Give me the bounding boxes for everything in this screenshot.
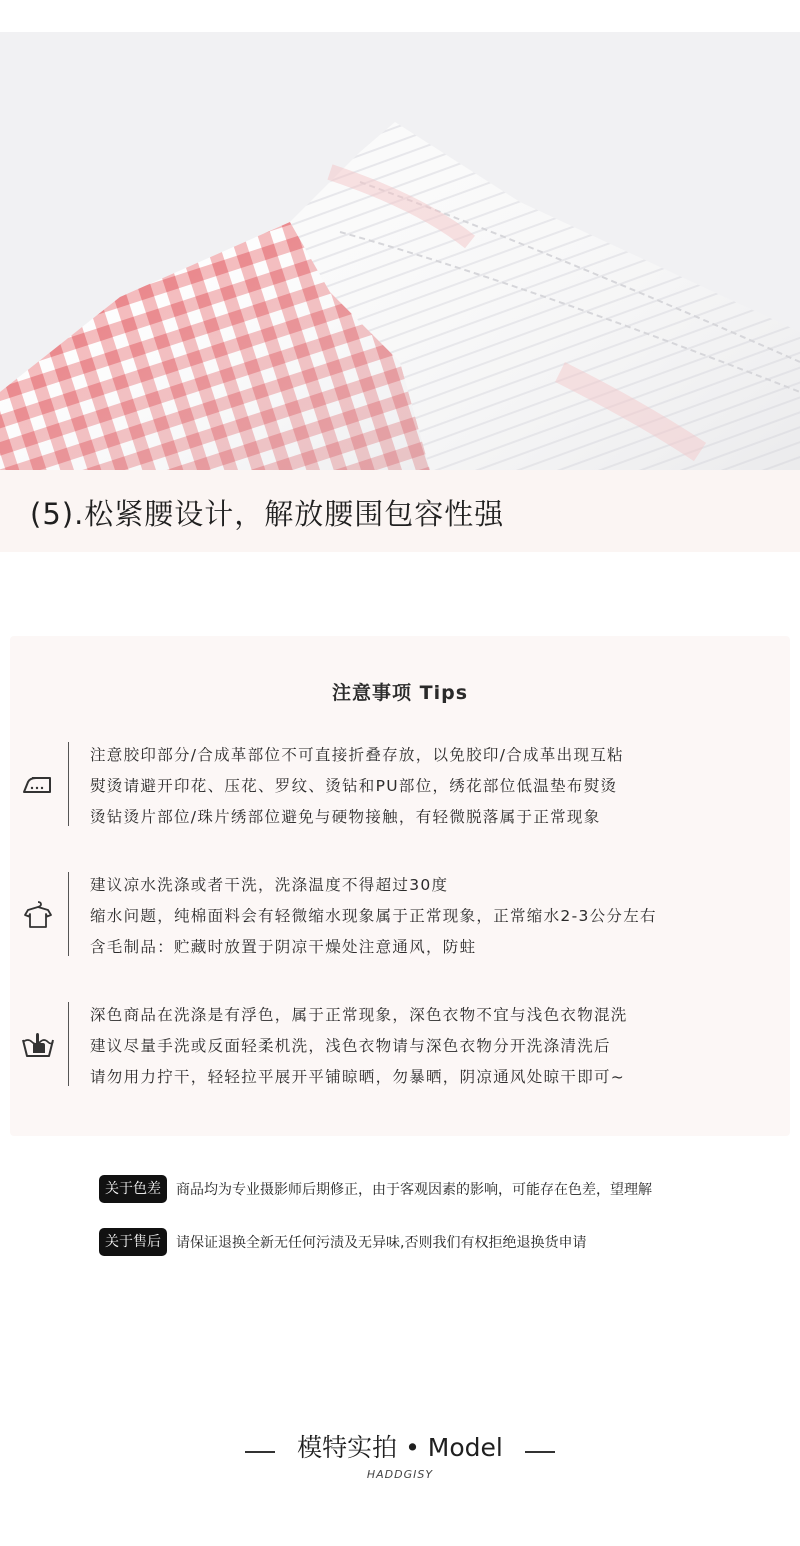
note-text: 商品均为专业摄影师后期修正，由于客观因素的影响，可能存在色差，望理解 [176,1182,652,1198]
feature-caption: (5).松紧腰设计，解放腰围包容性强 [30,497,505,531]
note-after-sales [99,1228,586,1258]
tip-line: 请勿用力拧干，轻轻拉平展开平铺晾晒，勿暴晒，阴凉通风处晾干即可~ [90,1068,626,1086]
shirt-hanger-icon [20,896,56,932]
caption-band [0,470,800,552]
tip-divider [68,1002,69,1086]
tip-line: 建议尽量手洗或反面轻柔机洗，浅色衣物请与深色衣物分开洗涤清洗后 [90,1037,611,1055]
care-tips-card [10,636,790,1136]
tip-group-ironing [10,740,790,828]
left-dash [245,1451,275,1453]
tip-divider [68,872,69,956]
tip-group-handwash [10,1000,790,1088]
tip-line: 缩水问题，纯棉面料会有轻微缩水现象属于正常现象，正常缩水2-3公分左右 [90,907,657,925]
tip-line: 含毛制品：贮藏时放置于阴凉干燥处注意通风，防蛀 [90,938,477,956]
model-section-heading [0,1430,800,1481]
product-photo [0,32,800,470]
waistband-photo [0,32,800,470]
iron-icon [20,766,56,802]
tip-line: 熨烫请避开印花、压花、罗纹、烫钻和PU部位，绣花部位低温垫布熨烫 [90,777,618,795]
tip-group-washing [10,870,790,958]
note-text: 请保证退换全新无任何污渍及无异味,否则我们有权拒绝退换货申请 [176,1235,587,1251]
tip-lines [90,1000,628,1093]
model-title: 模特实拍 • Model [297,1433,503,1462]
tip-line: 烫钻烫片部位/珠片绣部位避免与硬物接触，有轻微脱落属于正常现象 [90,808,601,826]
hand-wash-icon [20,1026,56,1062]
note-color-difference [99,1175,652,1205]
tip-divider [68,742,69,826]
note-badge: 关于色差 [99,1175,167,1203]
tip-lines [90,740,624,833]
tip-line: 深色商品在洗涤是有浮色，属于正常现象，深色衣物不宜与浅色衣物混洗 [90,1006,628,1024]
right-dash [525,1451,555,1453]
tip-lines [90,870,657,963]
tips-title: 注意事项 Tips [332,682,468,704]
note-badge: 关于售后 [99,1228,167,1256]
brand-subtitle: HADDGISY [366,1468,434,1481]
tip-line: 建议凉水洗涤或者干洗，洗涤温度不得超过30度 [90,876,449,894]
tip-line: 注意胶印部分/合成革部位不可直接折叠存放，以免胶印/合成革出现互粘 [90,746,624,764]
